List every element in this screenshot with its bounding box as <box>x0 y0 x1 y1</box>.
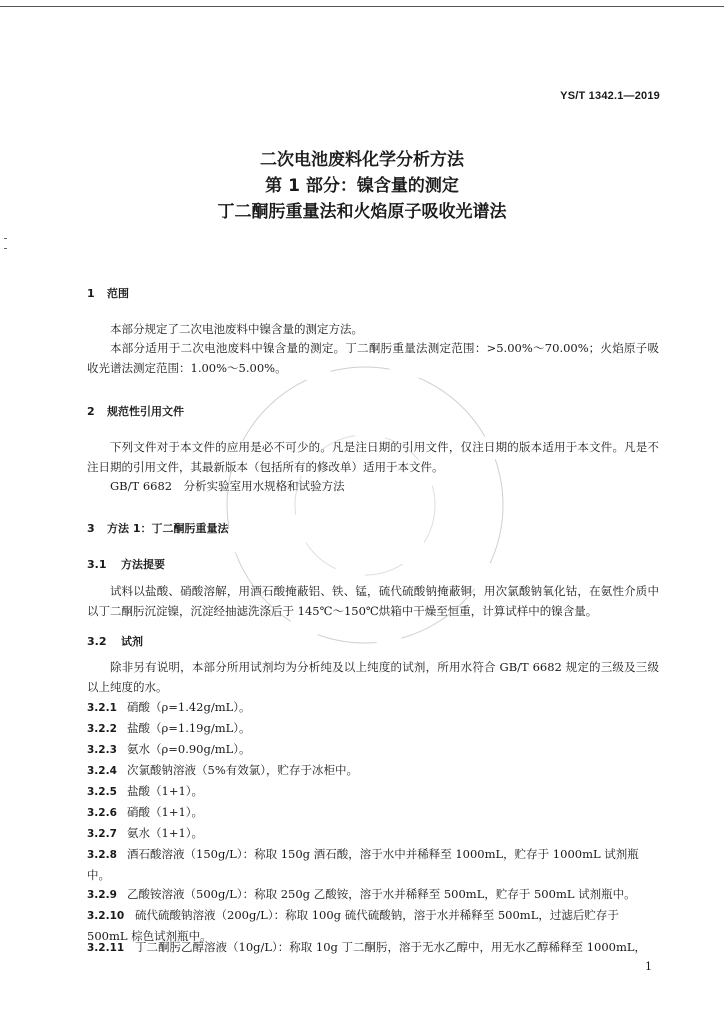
margin-mark <box>4 248 7 249</box>
document-title-line3: 丁二酮肟重量法和火焰原子吸收光谱法 <box>217 202 507 222</box>
paragraph: 下列文件对于本文件的应用是必不可少的。凡是注日期的引用文件，仅注日期的版本适用于本文件。凡是不注日期的引用文件，其最新版本（包括所有的修改单）适用于本文件。 <box>87 440 659 474</box>
subsection-heading-3-1: 3.1 方法提要 <box>87 558 165 571</box>
section-heading-1: 1 范围 <box>87 287 129 300</box>
list-item: 3.2.4 次氯酸钠溶液（5%有效氯），贮存于冰柜中。 <box>87 763 358 777</box>
margin-mark <box>4 238 7 239</box>
paragraph: 本部分适用于二次电池废料中镍含量的测定。丁二酮肟重量法测定范围：>5.00%～70.00%；火焰原子吸收光谱法测定范围：1.00%～5.00%。 <box>87 341 659 375</box>
list-item: 3.2.10 硫代硫酸钠溶液（200g/L）：称取 100g 硫代硫酸钠，溶于水并稀释至 500mL，过滤后贮存于 500mL 棕色试剂瓶中。 <box>87 908 619 943</box>
top-rule <box>0 6 724 7</box>
list-item: 3.2.6 硝酸（1+1）。 <box>87 805 204 819</box>
list-item: 3.2.3 氨水（ρ=0.90g/mL）。 <box>87 742 251 756</box>
section-heading-2: 2 规范性引用文件 <box>87 405 184 418</box>
document-title-line1: 二次电池废料化学分析方法 <box>260 150 464 170</box>
section-heading-3: 3 方法 1：丁二酮肟重量法 <box>87 522 229 535</box>
list-item: 3.2.2 盐酸（ρ=1.19g/mL）。 <box>87 721 251 735</box>
list-item: 3.2.7 氨水（1+1）。 <box>87 826 204 840</box>
document-title-line2: 第 1 部分：镍含量的测定 <box>265 176 459 196</box>
paragraph: 试料以盐酸、硝酸溶解，用酒石酸掩蔽铝、铁、锰，硫代硫酸钠掩蔽铜，用次氯酸钠氧化钴，在氨性介质中以丁二酮肟沉淀镍，沉淀经抽滤洗涤后于 145℃～150℃烘箱中干燥至恒重，计算试样中的镍含量。 <box>87 584 659 618</box>
standard-number: YS/T 1342.1—2019 <box>560 90 660 102</box>
subsection-heading-3-2: 3.2 试剂 <box>87 635 143 648</box>
paragraph: 本部分规定了二次电池废料中镍含量的测定方法。 <box>110 322 363 336</box>
list-item: 3.2.5 盐酸（1+1）。 <box>87 784 204 798</box>
list-item: 3.2.1 硝酸（ρ=1.42g/mL）。 <box>87 700 251 714</box>
page-number: 1 <box>645 960 652 973</box>
list-item: 3.2.8 酒石酸溶液（150g/L）：称取 150g 酒石酸，溶于水中并稀释至 1000mL，贮存于 1000mL 试剂瓶中。 <box>87 847 639 882</box>
list-item: 3.2.11 丁二酮肟乙醇溶液（10g/L）：称取 10g 丁二酮肟，溶于无水乙醇中，用无水乙醇稀释至 1000mL， <box>87 940 647 954</box>
paragraph: 除非另有说明，本部分所用试剂均为分析纯及以上纯度的试剂，所用水符合 GB/T 6682 规定的三级及三级以上纯度的水。 <box>87 660 659 694</box>
reference-item: GB/T 6682 分析实验室用水规格和试验方法 <box>110 479 345 493</box>
list-item: 3.2.9 乙酸铵溶液（500g/L）：称取 250g 乙酸铵，溶于水并稀释至 500mL，贮存于 500mL 试剂瓶中。 <box>87 887 636 901</box>
